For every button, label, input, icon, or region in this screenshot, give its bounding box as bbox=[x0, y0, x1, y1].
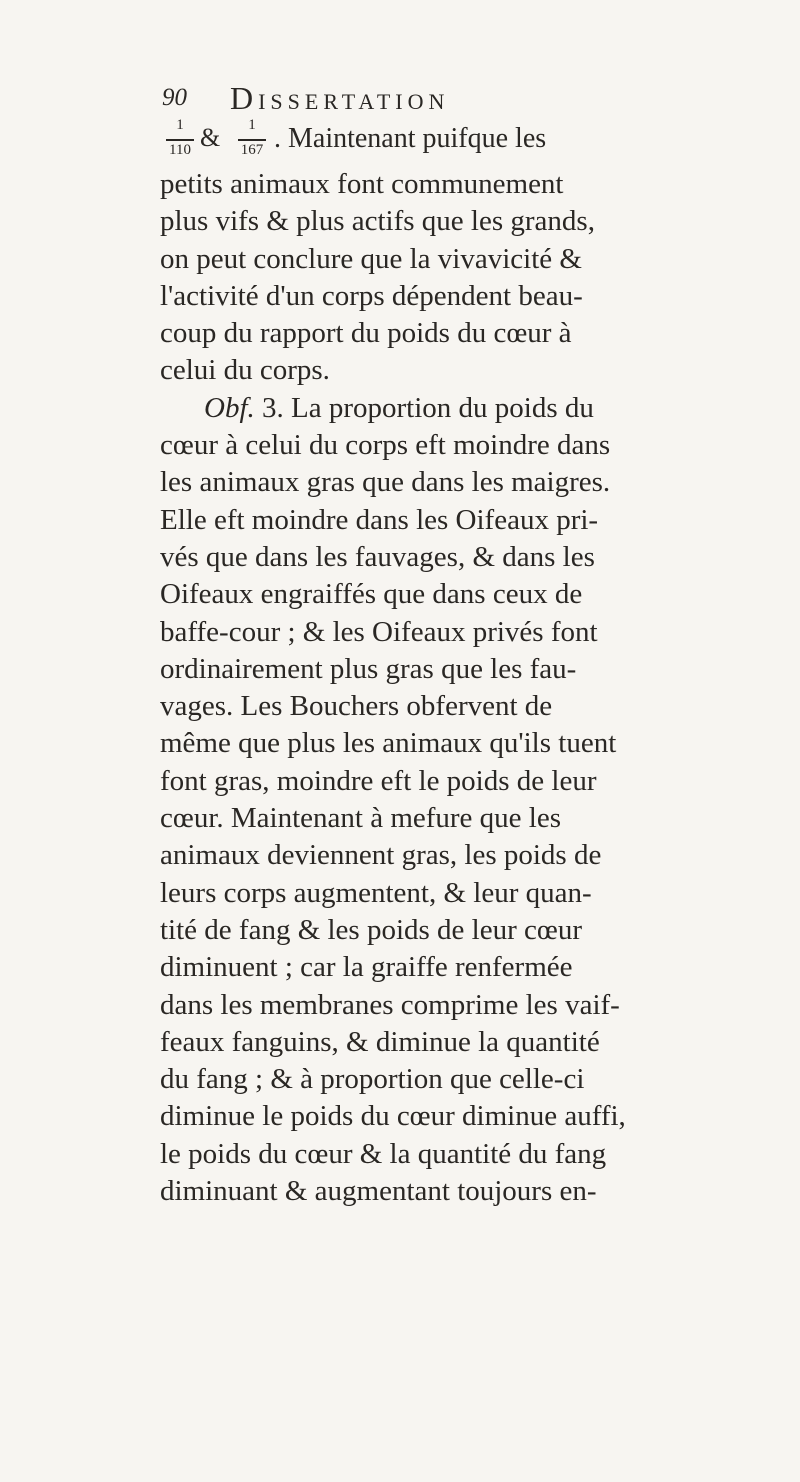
fraction-bar bbox=[166, 139, 194, 141]
fraction-numerator: 1 bbox=[176, 117, 184, 133]
text-line: même que plus les animaux qu'ils tuent bbox=[160, 727, 617, 760]
fraction-line bbox=[162, 118, 732, 166]
fraction-denominator: 110 bbox=[169, 142, 191, 158]
text-line: Oifeaux engraiffés que dans ceux de bbox=[160, 578, 583, 611]
text-line: ordinairement plus gras que les fau- bbox=[160, 652, 577, 685]
ampersand: & bbox=[200, 123, 221, 152]
fraction-one-over-110 bbox=[162, 118, 198, 166]
text-line: dans les membranes comprime les vaif- bbox=[160, 988, 620, 1021]
text-line: leurs corps augmentent, & leur quan- bbox=[160, 876, 592, 909]
text-line: cœur. Maintenant à mefure que les bbox=[160, 802, 562, 835]
text-line: diminuent ; car la graiffe renfermée bbox=[160, 951, 573, 984]
text-line: tité de fang & les poids de leur cœur bbox=[160, 913, 582, 946]
text-line: vés que dans les fauvages, & dans les bbox=[160, 540, 595, 573]
body-text bbox=[160, 166, 740, 1210]
text-line: on peut conclure que la vivavicité & bbox=[160, 242, 582, 275]
text-line: animaux deviennent gras, les poids de bbox=[160, 839, 602, 872]
fraction-bar bbox=[238, 139, 266, 141]
text-line: coup du rapport du poids du cœur à bbox=[160, 317, 572, 350]
text-line: feaux fanguins, & diminue la quantité bbox=[160, 1025, 600, 1058]
text-line: les animaux gras que dans les maigres. bbox=[160, 466, 611, 499]
text-line: plus vifs & plus actifs que les grands, bbox=[160, 205, 595, 238]
text-line: l'activité d'un corps dépendent beau- bbox=[160, 279, 583, 312]
text-line: Elle eft moindre dans les Oifeaux pri- bbox=[160, 503, 599, 536]
text-line: diminue le poids du cœur diminue auffi, bbox=[160, 1100, 626, 1133]
text-line: vages. Les Bouchers obfervent de bbox=[160, 690, 553, 723]
text-line: font gras, moindre eft le poids de leur bbox=[160, 764, 597, 797]
text-line: baffe-cour ; & les Oifeaux privés font bbox=[160, 615, 598, 648]
fraction-one-over-167 bbox=[234, 118, 270, 166]
running-head: Dissertation bbox=[230, 80, 450, 116]
page-number: 90 bbox=[162, 84, 187, 111]
fraction-line-text: . Maintenant puifque les bbox=[274, 123, 547, 154]
text-line: du fang ; & à proportion que celle-ci bbox=[160, 1063, 585, 1096]
page-header bbox=[162, 80, 722, 120]
fraction-denominator: 167 bbox=[240, 142, 264, 158]
text-line: cœur à celui du corps eft moindre dans bbox=[160, 429, 611, 462]
observation-text: 3. La proportion du poids du bbox=[254, 391, 594, 424]
text-line: celui du corps. bbox=[160, 354, 330, 387]
text-line: le poids du cœur & la quantité du fang bbox=[160, 1137, 607, 1170]
text-line: petits animaux font communement bbox=[160, 168, 564, 200]
fraction-numerator: 1 bbox=[248, 117, 256, 133]
text-line: diminuant & augmentant toujours en- bbox=[160, 1175, 597, 1208]
observation-line bbox=[160, 390, 740, 427]
observation-label: Obf. bbox=[204, 391, 255, 424]
